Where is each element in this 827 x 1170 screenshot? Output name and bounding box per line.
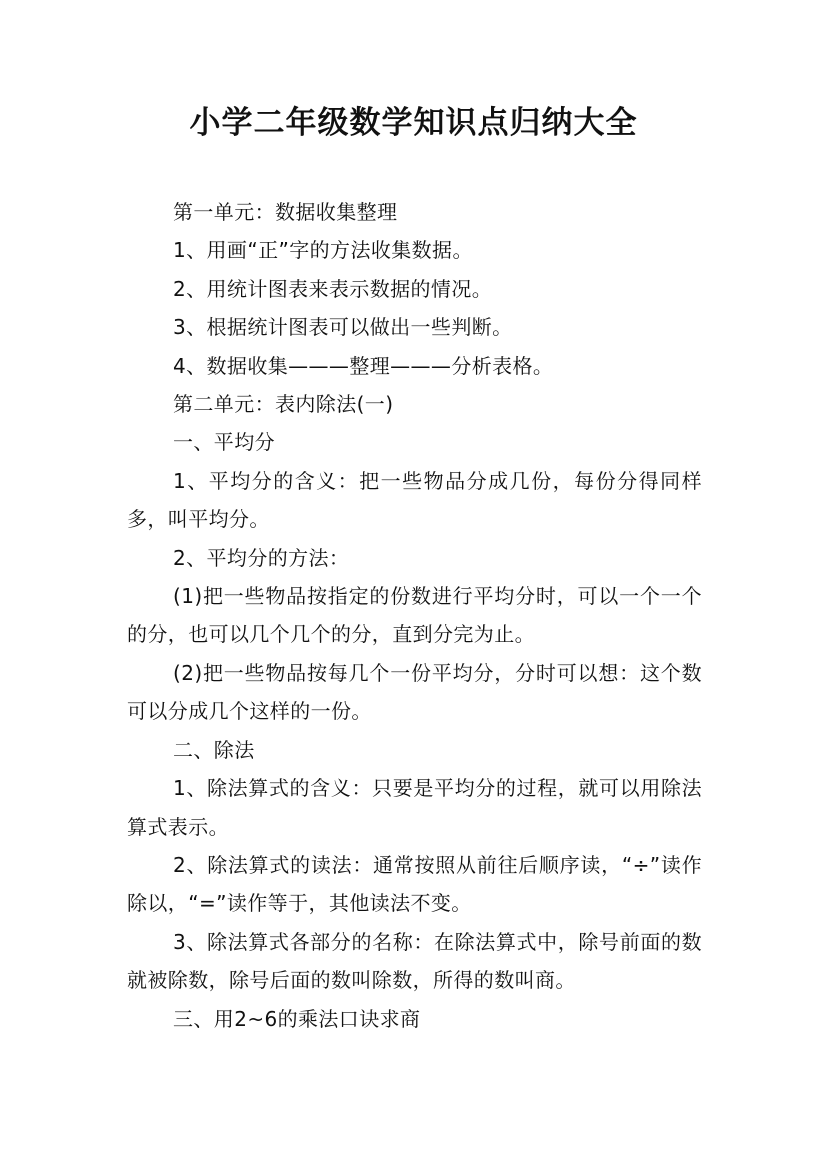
document-title: 小学二年级数学知识点归纳大全	[189, 105, 638, 141]
paragraph: (2)把一些物品按每几个一份平均分，分时可以想：这个数可以分成几个这样的一份。	[127, 660, 702, 724]
paragraph: 1、除法算式的含义：只要是平均分的过程，就可以用除法算式表示。	[127, 776, 702, 839]
paragraph: 2、用统计图表来表示数据的情况。	[173, 276, 493, 301]
paragraph: 4、数据收集———整理———分析表格。	[173, 353, 554, 378]
document-body	[127, 193, 702, 1038]
paragraph: 2、除法算式的读法：通常按照从前往后顺序读，“÷”读作除以，“=”读作等于，其他读法不变。	[127, 852, 702, 916]
paragraph: 1、用画“正”字的方法收集数据。	[173, 238, 473, 263]
paragraph: 3、根据统计图表可以做出一些判断。	[173, 315, 513, 340]
paragraph: (1)把一些物品按指定的份数进行平均分时，可以一个一个的分，也可以几个几个的分，直到分完为止。	[127, 584, 702, 647]
section-heading-unit-2: 第二单元：表内除法(一)	[173, 392, 394, 417]
subsection-heading: 二、除法	[173, 737, 255, 762]
paragraph: 1、平均分的含义：把一些物品分成几份，每份分得同样多，叫平均分。	[127, 468, 702, 532]
subsection-heading: 三、用2~6的乘法口诀求商	[173, 1006, 421, 1031]
subsection-heading: 一、平均分	[173, 430, 275, 455]
paragraph: 2、平均分的方法：	[173, 545, 350, 570]
section-heading-unit-1: 第一单元：数据收集整理	[173, 200, 398, 224]
paragraph: 3、除法算式各部分的名称：在除法算式中，除号前面的数就被除数，除号后面的数叫除数，所得的数叫商。	[127, 929, 702, 993]
